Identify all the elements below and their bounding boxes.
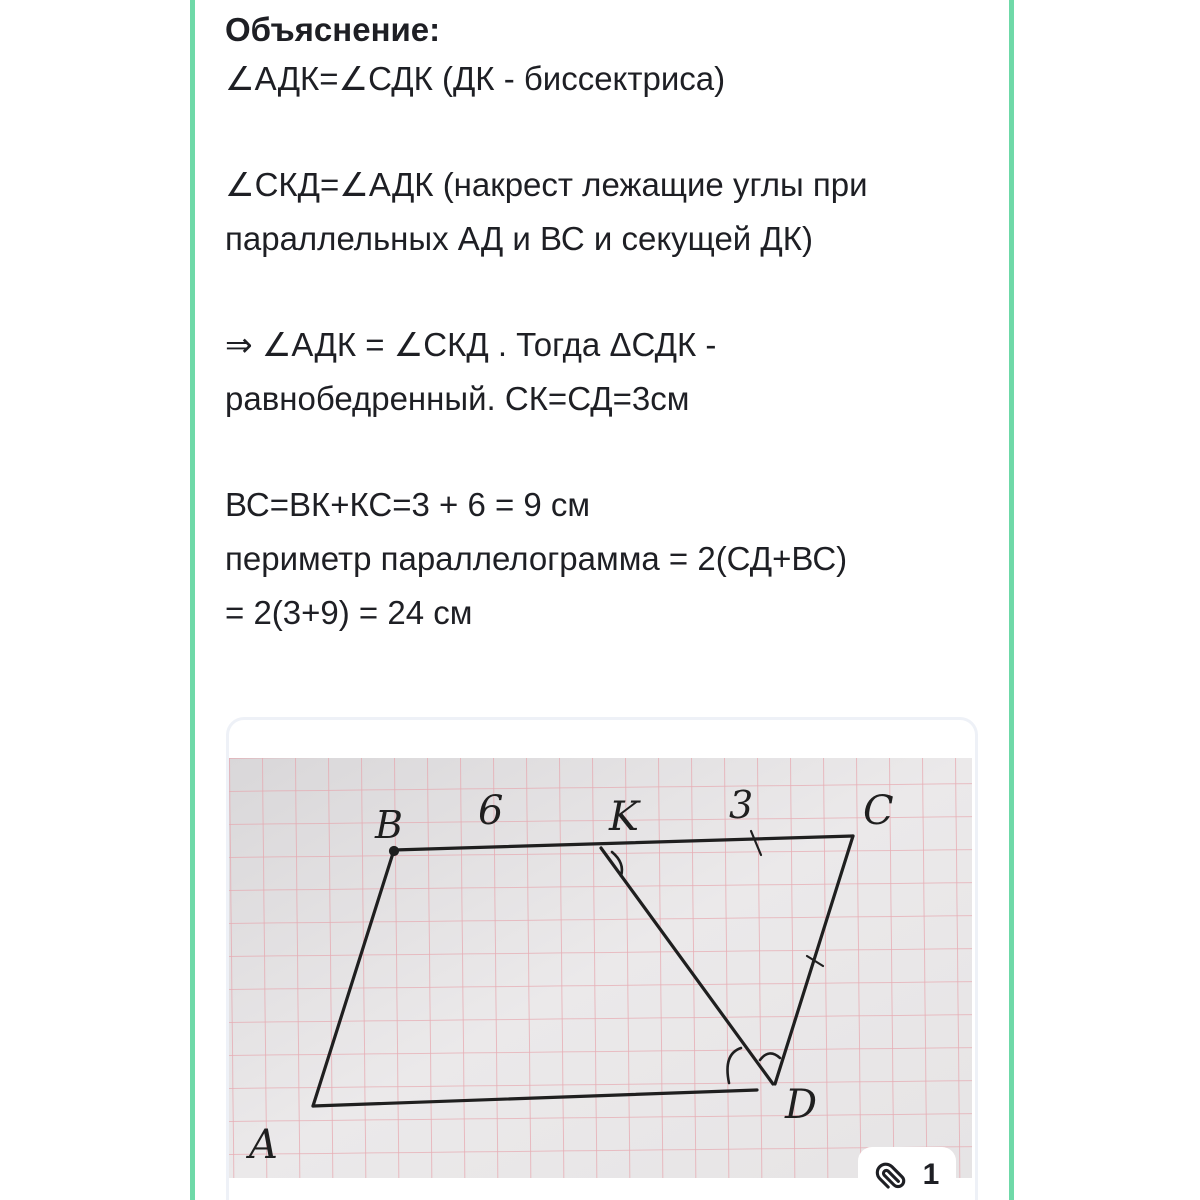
attachment-count: 1 xyxy=(922,1158,940,1191)
paragraph-gap xyxy=(225,266,985,318)
attachment-photo[interactable] xyxy=(229,758,972,1178)
answer-title: Объяснение: xyxy=(225,11,441,48)
answer-line: ВС=ВК+КС=3 + 6 = 9 см xyxy=(225,486,591,523)
label-d: D xyxy=(785,1082,818,1128)
grid-lines xyxy=(229,758,972,1178)
label-c: C xyxy=(863,788,894,834)
answer-content xyxy=(225,8,985,640)
parallelogram-sketch xyxy=(229,758,972,1178)
attachment-count-badge[interactable] xyxy=(858,1147,956,1200)
paperclip-icon xyxy=(875,1158,909,1192)
label-bk-length: 6 xyxy=(478,788,504,834)
answer-line: ∠АДК=∠СДК (ДК - биссектриса) xyxy=(225,60,726,97)
answer-line: периметр параллелограмма = 2(СД+ВС) xyxy=(225,540,848,577)
paragraph-gap xyxy=(225,106,985,158)
answer-line: ⇒ ∠АДК = ∠СКД . Тогда ΔСДК - xyxy=(225,326,717,363)
label-a: A xyxy=(249,1122,278,1168)
label-k: K xyxy=(609,794,639,840)
answer-line: ∠СКД=∠АДК (накрест лежащие углы при xyxy=(225,166,868,203)
label-kc-length: 3 xyxy=(729,783,754,827)
point-b xyxy=(391,848,398,855)
label-b: B xyxy=(375,803,403,847)
answer-line: параллельных АД и ВС и секущей ДК) xyxy=(225,220,813,257)
answer-line: равнобедренный. СК=СД=3см xyxy=(225,380,690,417)
paragraph-gap xyxy=(225,426,985,478)
answer-line: = 2(3+9) = 24 см xyxy=(225,594,473,631)
